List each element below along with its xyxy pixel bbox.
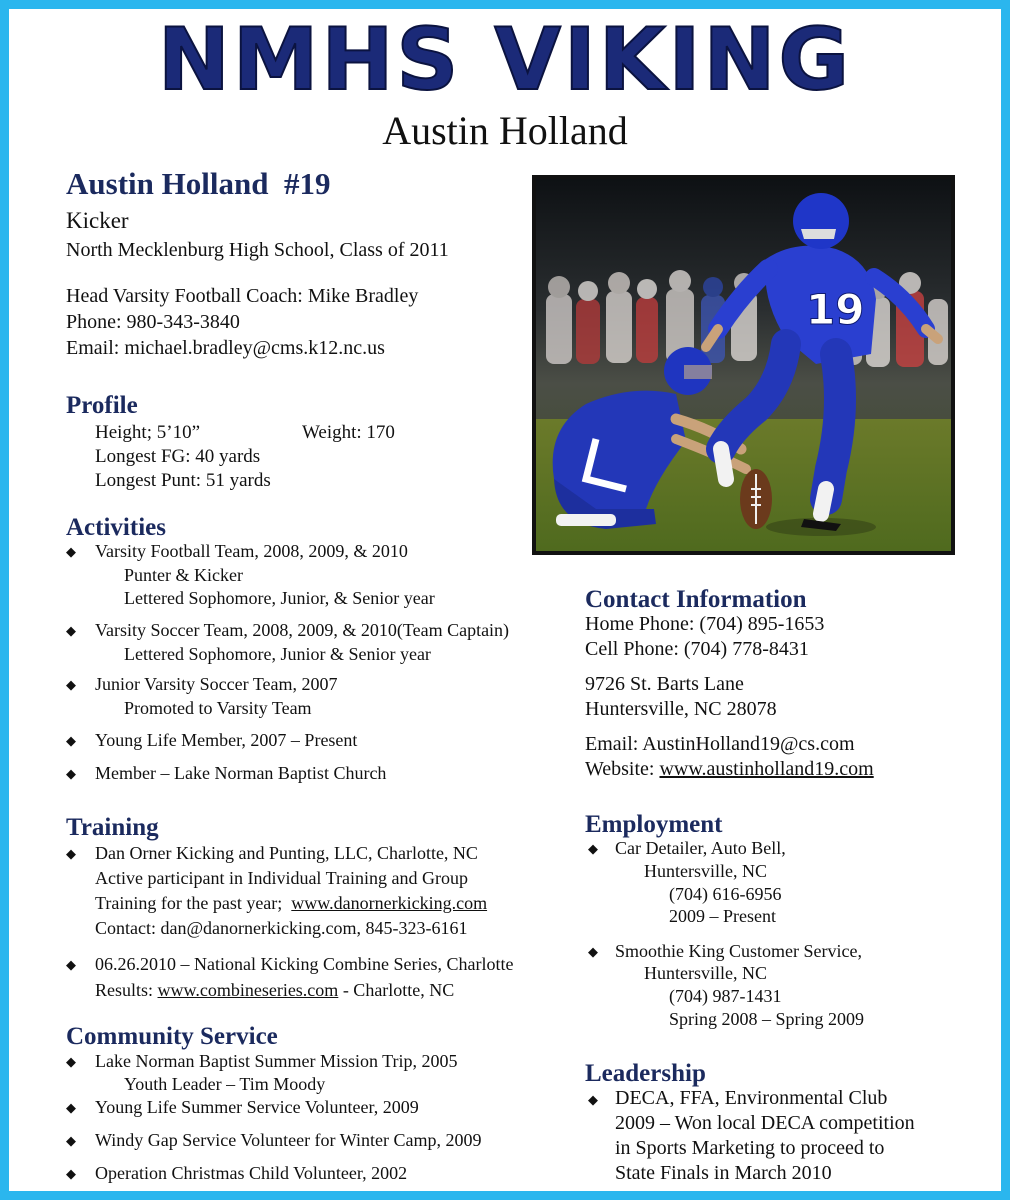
leadership-line: in Sports Marketing to proceed to (615, 1137, 885, 1159)
website-label: Website: (585, 758, 655, 780)
job-dates: Spring 2008 – Spring 2009 (669, 1009, 865, 1029)
community-item: Windy Gap Service Volunteer for Winter Camp, 2009 (95, 1130, 482, 1150)
activity-detail: Lettered Sophomore, Junior & Senior year (124, 644, 431, 664)
page-subtitle: Austin Holland (382, 108, 628, 153)
activity-item: Varsity Soccer Team, 2008, 2009, & 2010(Team Captain) (95, 620, 510, 640)
training-line: Active participant in Individual Training and Group (95, 868, 468, 888)
community-item: Young Life Summer Service Volunteer, 2009 (95, 1097, 419, 1117)
bullet-icon: ◆ (588, 944, 598, 959)
job-phone: (704) 616-6956 (669, 884, 782, 904)
player-school: North Mecklenburg High School, Class of 2011 (66, 239, 449, 261)
activity-item: Varsity Football Team, 2008, 2009, & 2010 (95, 541, 408, 561)
coach-email: Email: michael.bradley@cms.k12.nc.us (66, 337, 385, 359)
bullet-icon: ◆ (588, 1092, 598, 1107)
bullet-icon: ◆ (66, 1054, 76, 1069)
leadership-heading: Leadership (585, 1060, 706, 1087)
kicker-photo-illustration (536, 179, 951, 551)
bullet-icon: ◆ (66, 1133, 76, 1148)
activity-detail: Promoted to Varsity Team (124, 698, 312, 718)
training-website-link[interactable]: www.danornerkicking.com (291, 893, 488, 913)
training-text: - Charlotte, NC (342, 980, 455, 1000)
job-dates: 2009 – Present (669, 906, 776, 926)
contact-city: Huntersville, NC 28078 (585, 698, 777, 720)
bullet-icon: ◆ (588, 841, 598, 856)
community-heading: Community Service (66, 1023, 278, 1050)
community-detail: Youth Leader – Tim Moody (124, 1074, 326, 1094)
job-location: Huntersville, NC (644, 963, 767, 983)
banner-title: NMHS VIKING (157, 10, 853, 110)
player-name-number: Austin Holland #19 (66, 166, 331, 201)
profile-longest-punt: Longest Punt: 51 yards (95, 470, 271, 491)
player-position: Kicker (66, 208, 129, 233)
bullet-icon: ◆ (66, 733, 76, 748)
training-line: 06.26.2010 – National Kicking Combine Series, Charlotte (95, 954, 514, 974)
training-line (95, 979, 454, 1002)
training-line: Contact: dan@danornerkicking.com, 845-323-6161 (95, 918, 468, 938)
bullet-icon: ◆ (66, 846, 76, 861)
bullet-icon: ◆ (66, 623, 76, 638)
coach-name: Head Varsity Football Coach: Mike Bradley (66, 285, 419, 307)
training-line (95, 892, 487, 915)
job-title: Smoothie King Customer Service, (615, 941, 862, 961)
training-text: Results: (95, 980, 154, 1000)
bullet-icon: ◆ (66, 1166, 76, 1181)
bullet-icon: ◆ (66, 957, 76, 972)
job-location: Huntersville, NC (644, 861, 767, 881)
contact-website-row (585, 758, 874, 781)
training-text: Training for the past year; (95, 893, 283, 913)
leadership-line: 2009 – Won local DECA competition (615, 1112, 915, 1134)
contact-heading: Contact Information (585, 586, 807, 613)
contact-street: 9726 St. Barts Lane (585, 673, 744, 695)
profile-heading: Profile (66, 392, 138, 419)
leadership-line: DECA, FFA, Environmental Club (615, 1087, 888, 1109)
coach-phone: Phone: 980-343-3840 (66, 311, 240, 333)
player-action-photo (532, 175, 955, 555)
activity-item: Young Life Member, 2007 – Present (95, 730, 358, 750)
bullet-icon: ◆ (66, 677, 76, 692)
profile-height: Height; 5’10” (95, 422, 201, 443)
activity-item: Junior Varsity Soccer Team, 2007 (95, 674, 338, 694)
combine-website-link[interactable]: www.combineseries.com (157, 980, 339, 1000)
employment-heading: Employment (585, 811, 723, 838)
profile-longest-fg: Longest FG: 40 yards (95, 446, 261, 467)
activities-heading: Activities (66, 514, 166, 541)
activity-detail: Punter & Kicker (124, 565, 243, 585)
job-phone: (704) 987-1431 (669, 986, 782, 1006)
profile-weight: Weight: 170 (302, 422, 395, 443)
bullet-icon: ◆ (66, 544, 76, 559)
activity-item: Member – Lake Norman Baptist Church (95, 763, 387, 783)
leadership-line: State Finals in March 2010 (615, 1162, 832, 1184)
training-line: Dan Orner Kicking and Punting, LLC, Charlotte, NC (95, 843, 478, 863)
bullet-icon: ◆ (66, 1100, 76, 1115)
jersey-number: 19 (806, 285, 865, 334)
training-heading: Training (66, 814, 159, 841)
personal-website-link[interactable]: www.austinholland19.com (659, 758, 874, 780)
contact-email: Email: AustinHolland19@cs.com (585, 733, 855, 755)
contact-home-phone: Home Phone: (704) 895-1653 (585, 613, 825, 635)
job-title: Car Detailer, Auto Bell, (615, 838, 786, 858)
community-item: Lake Norman Baptist Summer Mission Trip, 2005 (95, 1051, 458, 1071)
community-item: Operation Christmas Child Volunteer, 2002 (95, 1163, 408, 1183)
contact-cell-phone: Cell Phone: (704) 778-8431 (585, 638, 809, 660)
activity-detail: Lettered Sophomore, Junior, & Senior year (124, 588, 435, 608)
bullet-icon: ◆ (66, 766, 76, 781)
